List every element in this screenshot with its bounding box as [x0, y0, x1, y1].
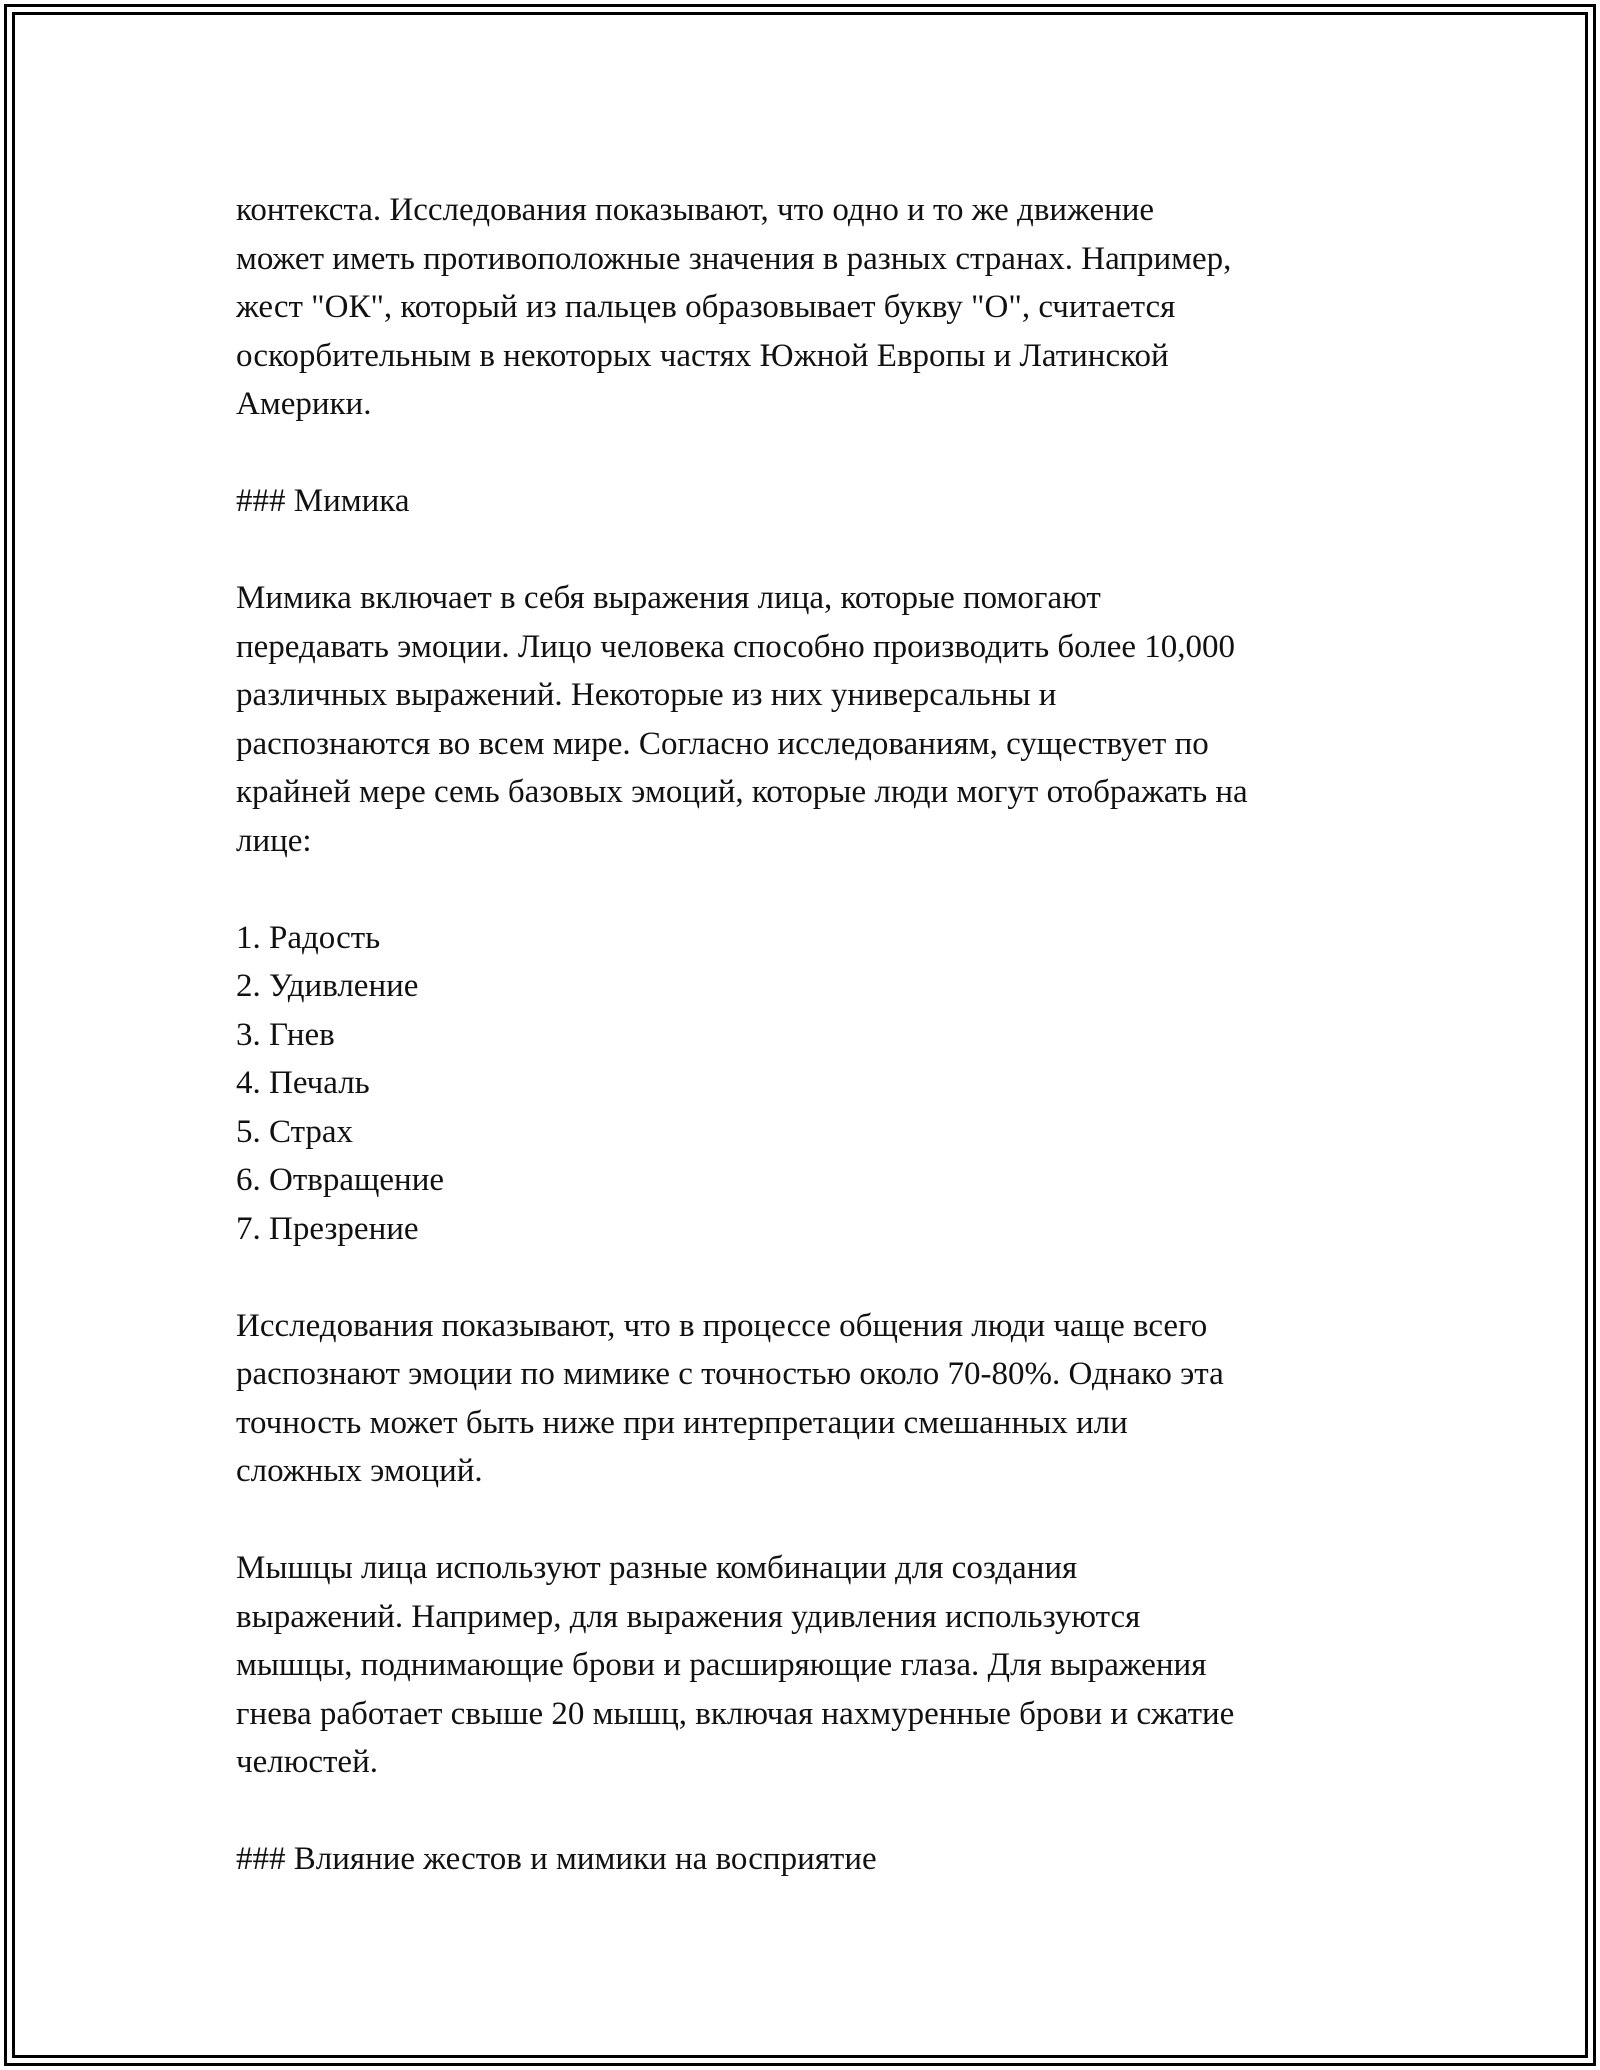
muscles-paragraph	[236, 1544, 1396, 1787]
text-line: различных выражений. Некоторые из них универсальны и	[236, 677, 1057, 713]
text-line: жест "ОК", который из пальцев образовывает букву "О", считается	[236, 289, 1176, 325]
text-line: Исследования показывают, что в процессе общения люди чаще всего	[236, 1307, 1208, 1344]
text-line: мышцы, поднимающие брови и расширяющие глаза. Для выражения	[236, 1647, 1207, 1683]
text-line: оскорбительным в некоторых частях Южной Европы и Латинской	[236, 337, 1169, 374]
section-heading-influence	[236, 1835, 1396, 1884]
text-line: контекста. Исследования показывают, что одно и то же движение	[236, 192, 1155, 228]
text-line: Мимика включает в себя выражения лица, которые помогают	[236, 580, 1101, 616]
text-line: распознаются во всем мире. Согласно исследованиям, существует по	[236, 725, 1209, 762]
list-item: 3. Гнев	[236, 1016, 335, 1053]
text-line: лице:	[236, 822, 312, 859]
text-line: распознают эмоции по мимике с точностью около 70-80%. Однако эта	[236, 1356, 1224, 1392]
accuracy-paragraph	[236, 1302, 1396, 1496]
text-line: крайней мере семь базовых эмоций, которые люди могут отображать на	[236, 774, 1248, 810]
list-item: 7. Презрение	[236, 1210, 419, 1247]
text-line: Мышцы лица используют разные комбинации для создания	[236, 1550, 1078, 1586]
text-line: сложных эмоций.	[236, 1453, 483, 1489]
section-heading-mimika	[236, 477, 1396, 526]
text-line: выражений. Например, для выражения удивления используются	[236, 1598, 1141, 1635]
list-item: 5. Страх	[236, 1113, 354, 1150]
document-body	[236, 186, 1396, 1932]
list-item: 6. Отвращение	[236, 1162, 445, 1198]
heading-text: ### Влияние жестов и мимики на восприятие	[236, 1841, 877, 1877]
list-item: 4. Печаль	[236, 1065, 370, 1101]
mimika-paragraph	[236, 574, 1396, 865]
intro-paragraph	[236, 186, 1396, 429]
list-item: 2. Удивление	[236, 968, 419, 1004]
text-line: может иметь противоположные значения в разных странах. Например,	[236, 240, 1232, 277]
heading-text: ### Мимика	[236, 483, 410, 519]
text-line: гнева работает свыше 20 мышц, включая нахмуренные брови и сжатие	[236, 1695, 1235, 1732]
text-line: передавать эмоции. Лицо человека способно производить более 10,000	[236, 628, 1236, 665]
text-line: Америки.	[236, 386, 372, 422]
list-item: 1. Радость	[236, 919, 381, 956]
text-line: точность может быть ниже при интерпретации смешанных или	[236, 1404, 1128, 1441]
text-line: челюстей.	[236, 1744, 378, 1780]
emotions-list	[236, 914, 1396, 1254]
